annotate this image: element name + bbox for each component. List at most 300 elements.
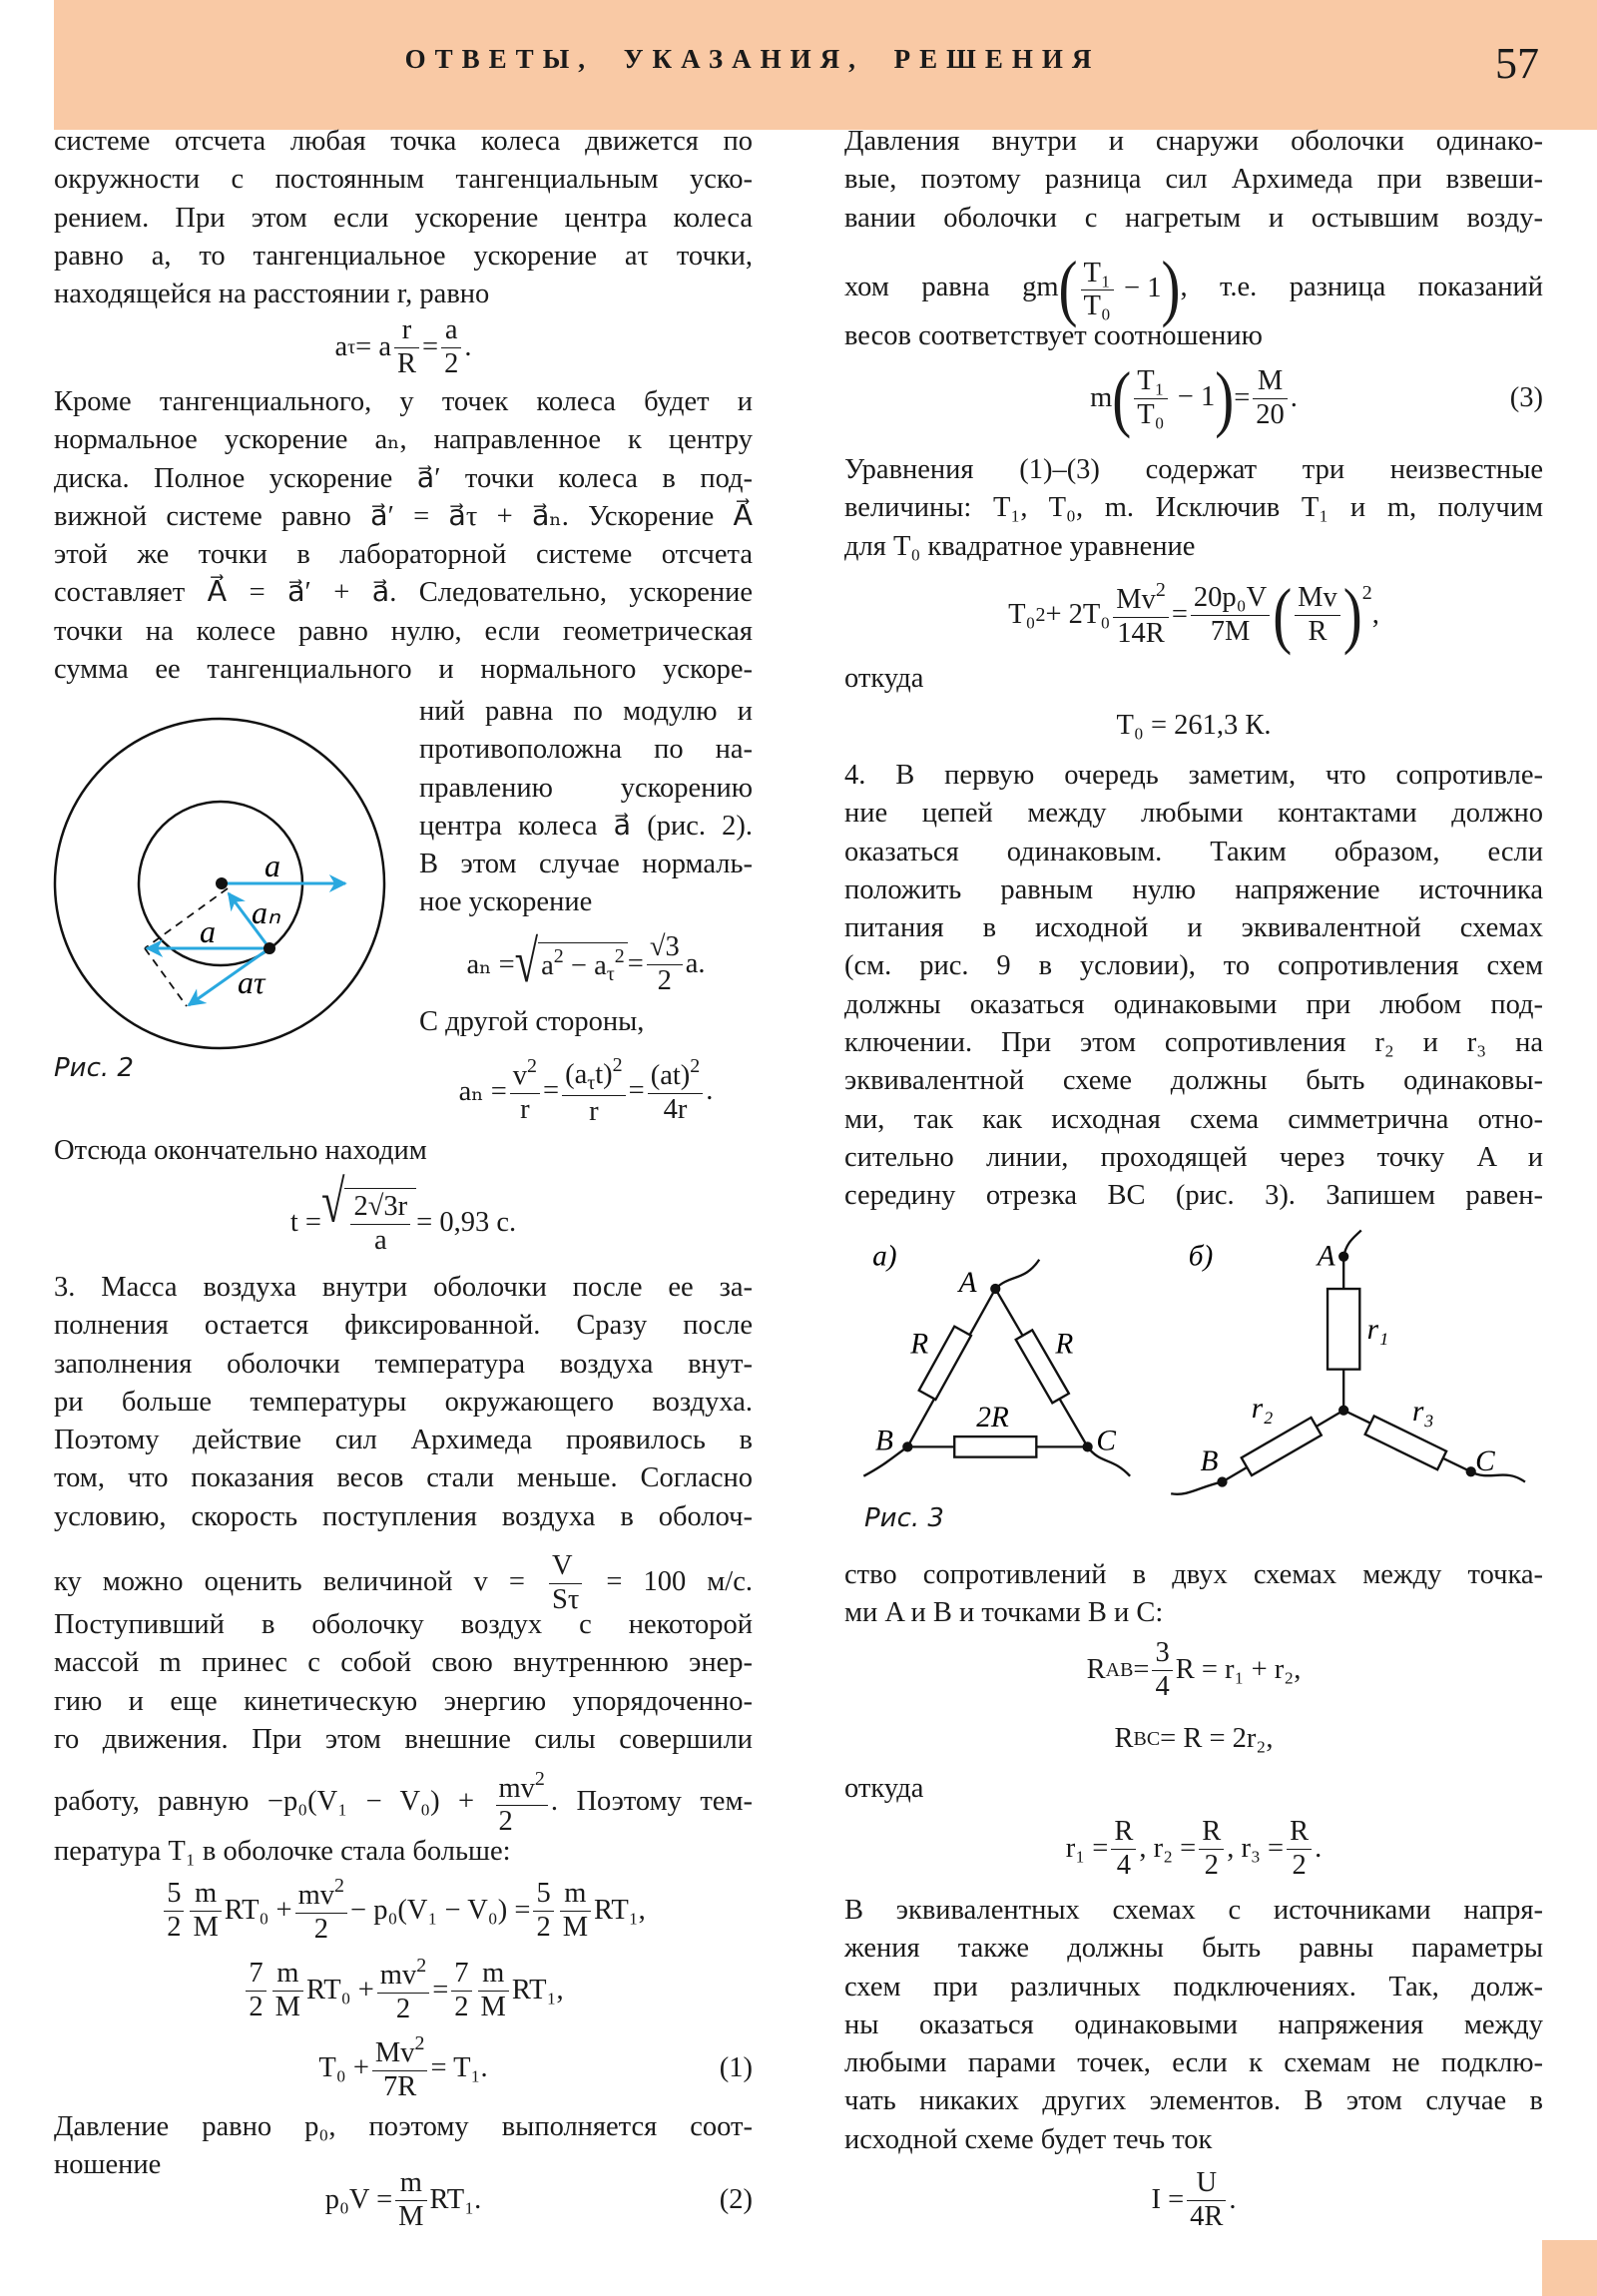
text-line: полнения остается фиксированной. Сразу после: [54, 1310, 753, 1342]
text-line: правлению ускорению: [419, 772, 753, 804]
math-text: (a: [565, 1058, 588, 1090]
math-text: RT₁.: [429, 2184, 482, 2215]
figure-3-caption: Рис. 3: [864, 1503, 944, 1533]
paragraph: [419, 1003, 753, 1041]
text-line: исходной схеме будет течь ток: [844, 2123, 1213, 2155]
text-line: должны оказаться одинаковыми при любом под-: [844, 988, 1543, 1020]
text-line: вые, поэтому разница сил Архимеда при взвеши-: [844, 164, 1543, 196]
text-line: центра колеса a⃗ (рис. 2).: [419, 810, 753, 842]
math-group: [648, 1055, 704, 1094]
label: A: [1317, 1240, 1335, 1273]
math-text: − 1: [1116, 273, 1162, 304]
math-text: M: [1253, 365, 1288, 399]
label: C: [1096, 1425, 1116, 1457]
math-text: mv: [498, 1772, 535, 1804]
math-text: RT₀ +: [224, 1895, 292, 1926]
text-line: В эквивалентных схемах с источниками напря-: [844, 1895, 1543, 1926]
fraction: [1191, 582, 1270, 649]
fraction: [1134, 365, 1167, 432]
math-text: m: [190, 1878, 221, 1912]
math-group: [347, 1191, 413, 1258]
math-text: T₁: [1134, 365, 1167, 399]
math-text: 5: [533, 1878, 553, 1912]
math-text: 5: [164, 1878, 184, 1912]
parentheses: [1273, 574, 1372, 656]
math-text: ку можно оценить величиной v =: [54, 1566, 546, 1597]
subscript: τ: [606, 962, 615, 985]
fraction: [1187, 2167, 1226, 2234]
fraction: [246, 1958, 266, 2024]
equation-number: (1): [719, 2052, 753, 2083]
math-text: =: [422, 331, 439, 362]
text-line: равно a, то тангенциальное ускорение aτ точки,: [54, 240, 753, 272]
label-a: a: [200, 913, 216, 949]
math-text: mv: [379, 1960, 417, 1992]
fraction: [648, 1055, 704, 1127]
text-line: го движения. При этом внешние силы совершили: [54, 1723, 753, 1755]
math-text: =: [1171, 599, 1188, 630]
math-text: Mv: [374, 2037, 415, 2069]
fraction: [533, 1878, 553, 1945]
text-line: ние цепей между любыми контактами должно: [844, 798, 1543, 830]
paren-right: ): [1342, 574, 1362, 656]
formula: [844, 1630, 1543, 1710]
fraction: [647, 931, 683, 998]
paragraph: [844, 123, 1543, 238]
figure-2-wheel: [40, 699, 409, 1068]
text-line: схем при различных подключениях. Так, долж-: [844, 1971, 1543, 2003]
text-line: том, что показания весов стали меньше. Согласно: [54, 1462, 753, 1494]
math-text: − a: [563, 949, 607, 981]
text-line: С другой стороны,: [419, 1006, 645, 1037]
label: а): [872, 1240, 897, 1273]
text-line: сумма ее тангенциального и нормального ускоре-: [54, 654, 753, 686]
text-line: ключении. При этом сопротивления r₂ и r₃ на: [844, 1027, 1543, 1059]
math-text: = 100 м/с.: [585, 1566, 753, 1597]
paragraph: [844, 1556, 1543, 1633]
math-text: 2: [313, 1913, 328, 1945]
math-text: 3: [1152, 1637, 1172, 1671]
text-line: (см. рис. 9 в условии), то сопротивления схем: [844, 950, 1543, 982]
math-text: √3: [647, 931, 683, 965]
resistor-r1: [1328, 1289, 1359, 1370]
fraction: [350, 1191, 410, 1258]
text-line: ми, так как исходная схема симметрична отно-: [844, 1103, 1543, 1135]
math-group: [562, 1054, 626, 1096]
math-text: m: [272, 1958, 303, 1992]
text-line: откуда: [844, 1773, 924, 1804]
math-text: − 1: [1170, 380, 1216, 412]
text-line: находящейся на расстоянии r, равно: [54, 279, 490, 310]
math-text: 7M: [1210, 615, 1251, 647]
paren-right: ): [1215, 357, 1235, 439]
math-text: R: [1199, 1816, 1224, 1850]
math-text: T₀: [1008, 599, 1036, 630]
math-text: I =: [1151, 2184, 1185, 2215]
superscript: 2: [1361, 581, 1372, 604]
math-text: R: [1114, 1723, 1134, 1754]
math-group: [372, 2032, 428, 2071]
math-text: T₁: [1081, 258, 1114, 291]
label: B: [875, 1425, 893, 1457]
fraction: [451, 1958, 471, 2024]
text-line: противоположна по на-: [419, 734, 753, 766]
text-line: ний равна по модулю и: [419, 696, 753, 727]
text-line: [54, 1762, 753, 1842]
math-text: = T₁.: [430, 2052, 488, 2083]
text-line: вании оболочки с нагретым и остывшим возду-: [844, 202, 1543, 234]
text-line: ми A и B и точками B и C:: [844, 1597, 1164, 1629]
text-line: середину отрезка BC (рис. 3). Запишем равен-: [844, 1180, 1543, 1212]
fraction: [1081, 258, 1114, 324]
center-dot: [216, 877, 228, 889]
fraction: [372, 2032, 428, 2104]
text-line: гию и еще кинетическую энергию упорядоченно-: [54, 1685, 753, 1717]
formula: [419, 924, 753, 1004]
label-atau: aτ: [238, 964, 266, 1000]
paragraph: [54, 1833, 753, 1871]
figure-3-circuits: [856, 1223, 1544, 1508]
superscript: 2: [1155, 579, 1166, 602]
text-line: Давление равно p₀, поэтому выполняется соот-: [54, 2111, 753, 2142]
text-line: Поэтому действие сил Архимеда проявилось в: [54, 1425, 753, 1456]
math-text: 2: [249, 1991, 264, 2022]
math-text: M: [562, 1911, 589, 1943]
math-text: 2: [1204, 1849, 1219, 1881]
paragraph: [844, 1892, 1543, 2159]
text-line: Уравнения (1)–(3) содержат три неизвестные: [844, 454, 1543, 485]
formula: [844, 575, 1543, 655]
math-text: =: [432, 1975, 449, 2006]
math-text: R = r₁ + r₂,: [1175, 1654, 1302, 1685]
paren-left: (: [1112, 357, 1132, 439]
math-text: = R = 2r₂,: [1160, 1723, 1274, 1754]
math-text: r: [589, 1095, 599, 1127]
math-text: M: [480, 1991, 506, 2022]
label: C: [1475, 1444, 1495, 1477]
math-text: a: [373, 1225, 387, 1256]
math-text: 4: [1155, 1670, 1170, 1702]
math-text: 2: [657, 964, 672, 996]
math-text: 14R: [1117, 617, 1165, 649]
math-text: 2√3r: [350, 1191, 410, 1225]
math-text: 20p₀V: [1191, 582, 1270, 616]
math-text: a: [441, 314, 461, 348]
fraction: [1295, 582, 1340, 649]
superscript: 2: [690, 1055, 701, 1078]
math-text: 2: [454, 1991, 469, 2022]
formula: [844, 2160, 1543, 2240]
paren-left: (: [1058, 247, 1078, 329]
square-root: [321, 1170, 416, 1258]
fraction: [272, 1958, 303, 2024]
math-group: [1113, 579, 1169, 618]
paragraph: [54, 1132, 753, 1170]
math-group: [377, 1955, 429, 1994]
math-text: Mv: [1295, 582, 1340, 616]
math-text: 2: [498, 1806, 513, 1838]
text-line: точки на колесе равно нулю, если геометрическая: [54, 615, 753, 647]
math-text: 7R: [383, 2070, 417, 2102]
math-text: r: [394, 314, 419, 348]
math-text: M: [274, 1991, 300, 2022]
paragraph-line: [54, 1762, 753, 1842]
math-text: a.: [685, 948, 706, 979]
math-text: хом равна gm: [844, 272, 1059, 302]
math-text: работу, равную −p₀(V₁ − V₀) +: [54, 1786, 493, 1817]
fraction: [510, 1055, 540, 1127]
math-text: aₙ =: [458, 1076, 507, 1107]
formula: [54, 1170, 753, 1263]
math-group: [1131, 365, 1215, 432]
fraction: [1199, 1816, 1224, 1883]
superscript: 2: [527, 1055, 538, 1078]
math-text: .: [706, 1075, 714, 1106]
label: A: [958, 1266, 977, 1299]
superscript: 2: [334, 1875, 345, 1898]
math-text: m: [560, 1878, 591, 1912]
text-line: Отсюда окончательно находим: [54, 1135, 427, 1166]
text-line: рением. При этом если ускорение центра колеса: [54, 202, 753, 234]
fraction: [1287, 1816, 1312, 1883]
math-text: t): [595, 1058, 613, 1090]
formula: [54, 2028, 753, 2108]
dashed-line: [145, 948, 187, 1006]
radicand: [344, 1188, 416, 1258]
square-root: [514, 929, 628, 995]
math-text: + 2T₀: [1045, 599, 1111, 630]
math-text: 4R: [1190, 2200, 1224, 2232]
math-text: . Поэтому тем-: [550, 1786, 753, 1817]
label-an: aₙ: [252, 894, 280, 930]
text-line: условию, скорость поступления воздуха в оболоч-: [54, 1500, 753, 1532]
figure-2-caption: Рис. 2: [54, 1053, 134, 1083]
paragraph: [844, 1770, 1543, 1808]
radical-sign: √: [321, 1170, 345, 1236]
text-line: величины: T₁, T₀, m. Исключив T₁ и m, получим: [844, 492, 1543, 524]
math-text: , r₂ =: [1139, 1833, 1197, 1864]
paragraph: [54, 1606, 753, 1759]
text-line: ство сопротивлений в двух схемах между точка-: [844, 1559, 1543, 1590]
math-text: − p₀(V₁ − V₀) =: [350, 1895, 531, 1926]
math-group: [295, 1875, 347, 1914]
fraction: [190, 1878, 221, 1945]
text-line: жения также должны быть равны параметры: [844, 1933, 1543, 1965]
math-text: mv: [297, 1880, 335, 1912]
text-line: 4. В первую очередь заметим, что сопротивле-: [844, 760, 1543, 791]
math-text: ,: [1371, 599, 1379, 630]
text-line: системе отсчета любая точка колеса движется по: [54, 126, 753, 157]
math-text: M: [193, 1911, 219, 1943]
text-line: вижной системе равно a⃗′ = a⃗τ + a⃗ₙ. Ускорение A⃗: [54, 500, 753, 532]
text-line: для T₀ квадратное уравнение: [844, 530, 1196, 562]
math-text: r₁ =: [1065, 1833, 1109, 1864]
point-dot: [264, 942, 275, 954]
text-line: ное ускорение: [419, 886, 593, 918]
math-text: = a: [355, 331, 392, 362]
paragraph: [844, 451, 1543, 566]
fraction: [1253, 365, 1288, 432]
math-text: m: [478, 1958, 509, 1992]
text-line: положить равным нулю напряжение источника: [844, 873, 1543, 905]
math-text: .: [1290, 382, 1298, 413]
fraction: [562, 1054, 626, 1129]
radicand: [538, 942, 628, 986]
math-text: RT₁,: [594, 1895, 646, 1926]
superscript: 2: [1035, 603, 1046, 626]
paragraph: [844, 757, 1543, 1216]
fraction: [295, 1875, 347, 1947]
math-text: a: [541, 949, 554, 981]
math-text: , т.е. разница показаний: [1180, 272, 1543, 302]
math-text: Mv: [1116, 584, 1156, 616]
math-text: =: [628, 1075, 645, 1106]
text-line: В этом случае нормаль-: [419, 849, 753, 880]
text-line: весов соответствует соотношению: [844, 320, 1263, 351]
math-text: t =: [289, 1207, 322, 1238]
superscript: 2: [534, 1767, 545, 1790]
math-text: 7: [246, 1958, 266, 1992]
paren-right: ): [1161, 247, 1181, 329]
subscript: AB: [1105, 1658, 1134, 1681]
text-line: Поступивший в оболочку воздух с некоторой: [54, 1609, 753, 1640]
formula: [54, 307, 753, 387]
text-line: [844, 248, 1543, 327]
math-text: (at): [650, 1060, 691, 1092]
superscript: 2: [612, 1053, 623, 1076]
math-text: T₀: [1137, 398, 1165, 430]
math-text: 2: [395, 1993, 411, 2024]
text-line: питания в исходной и эквивалентной схемах: [844, 912, 1543, 944]
label: 2R: [976, 1401, 1009, 1434]
math-text: .: [464, 331, 472, 362]
math-text: = 0,93 с.: [416, 1207, 517, 1238]
formula: [844, 358, 1543, 438]
text-line: Давления внутри и снаружи оболочки одинако-: [844, 126, 1543, 157]
formula: [844, 1699, 1543, 1779]
formula: [54, 2160, 753, 2240]
fraction: [395, 2167, 426, 2234]
text-line: окружности с постоянным тангенциальным уско-: [54, 164, 753, 196]
text-line: диска. Полное ускорение a⃗′ точки колеса в под-: [54, 462, 753, 494]
page-header: [54, 0, 1597, 130]
math-text: RT₀ +: [305, 1975, 374, 2006]
fraction: [394, 314, 419, 381]
text-line: сительно линии, проходящей через точку A и: [844, 1141, 1543, 1173]
formula: [844, 686, 1543, 766]
math-text: =: [1234, 382, 1251, 413]
fraction: [441, 314, 461, 381]
fraction: [478, 1958, 509, 2024]
corner-tab: [1542, 2240, 1597, 2296]
math-text: aₙ =: [466, 949, 515, 980]
math-text: T₀ = 261,3 К.: [1116, 710, 1272, 741]
text-line: эквивалентной схеме должны быть одинаковы-: [844, 1065, 1543, 1097]
resistor-2R: [954, 1436, 1036, 1457]
text-line: откуда: [844, 663, 924, 694]
paren-left: (: [1273, 574, 1293, 656]
text-line: Кроме тангенциального, у точек колеса будет и: [54, 386, 753, 417]
paragraph: [419, 693, 753, 922]
text-line: ри больше температуры окружающего воздуха.: [54, 1386, 753, 1418]
math-text: 2: [167, 1911, 182, 1943]
math-text: 20: [1256, 398, 1285, 430]
math-text: V: [549, 1550, 582, 1584]
fraction: [1111, 1816, 1136, 1883]
paragraph-line: [844, 248, 1543, 327]
math-text: U: [1187, 2167, 1226, 2201]
text-line: нормальное ускорение aₙ, направленное к центру: [54, 424, 753, 456]
fraction: [377, 1955, 429, 2026]
text-line: пература T₁ в оболочке стала больше:: [54, 1836, 511, 1867]
parentheses: [1112, 357, 1235, 439]
text-line: массой m принес с собой свою внутреннюю энер-: [54, 1647, 753, 1679]
paragraph: [54, 1269, 753, 1536]
paragraph: [844, 317, 1543, 355]
fraction: [560, 1878, 591, 1945]
math-text: a: [334, 331, 348, 362]
formula: [54, 1951, 753, 2030]
text-line: оказаться одинаковым. Таким образом, если: [844, 836, 1543, 867]
math-text: p₀V =: [324, 2184, 393, 2215]
math-group: [510, 1055, 540, 1094]
math-text: v: [512, 1060, 528, 1092]
running-title: ОТВЕТЫ, УКАЗАНИЯ, РЕШЕНИЯ: [404, 44, 1101, 74]
fraction: [164, 1878, 184, 1945]
math-text: R: [1111, 1816, 1136, 1850]
math-text: Sτ: [551, 1583, 580, 1615]
math-text: m: [1090, 382, 1113, 413]
subscript: τ: [347, 335, 356, 358]
math-text: T₀ +: [318, 2052, 369, 2083]
paragraph: [54, 123, 753, 313]
paragraph: [54, 383, 753, 689]
text-line: составляет A⃗ = a⃗′ + a⃗. Следовательно, ускорение: [54, 577, 753, 609]
equation-number: (2): [719, 2184, 753, 2215]
superscript: 2: [553, 945, 564, 968]
math-text: M: [398, 2200, 424, 2232]
math-group: [1292, 582, 1343, 649]
math-text: 2: [444, 347, 459, 379]
math-text: , r₃ =: [1227, 1833, 1285, 1864]
label: r₃: [1412, 1395, 1434, 1428]
page-number: 57: [1495, 39, 1539, 88]
fraction: [1152, 1637, 1172, 1704]
formula: [419, 1051, 753, 1131]
resistor-r2: [1242, 1418, 1322, 1475]
math-text: =: [543, 1075, 560, 1106]
text-line: заполнения оболочки температура воздуха внут-: [54, 1348, 753, 1380]
label: r₁: [1366, 1313, 1389, 1346]
label-a: a: [265, 848, 280, 883]
math-text: R: [1086, 1654, 1106, 1685]
math-text: R: [1287, 1816, 1312, 1850]
label: B: [1200, 1444, 1219, 1477]
fraction: [1113, 579, 1169, 651]
text-line: этой же точки в лабораторной системе отсчета: [54, 539, 753, 571]
text-line: любыми парами точек, если к схемам не подклю-: [844, 2047, 1543, 2079]
math-text: 4: [1116, 1849, 1131, 1881]
subscript: τ: [587, 1071, 596, 1094]
math-text: RT₁,: [511, 1975, 564, 2006]
math-text: r: [520, 1093, 530, 1125]
superscript: 2: [416, 1955, 427, 1978]
math-text: R: [1308, 615, 1328, 647]
text-line: 3. Масса воздуха внутри оболочки после ее за-: [54, 1272, 753, 1303]
math-text: 7: [451, 1958, 471, 1992]
label: R: [1055, 1328, 1074, 1361]
superscript: 2: [614, 945, 625, 968]
